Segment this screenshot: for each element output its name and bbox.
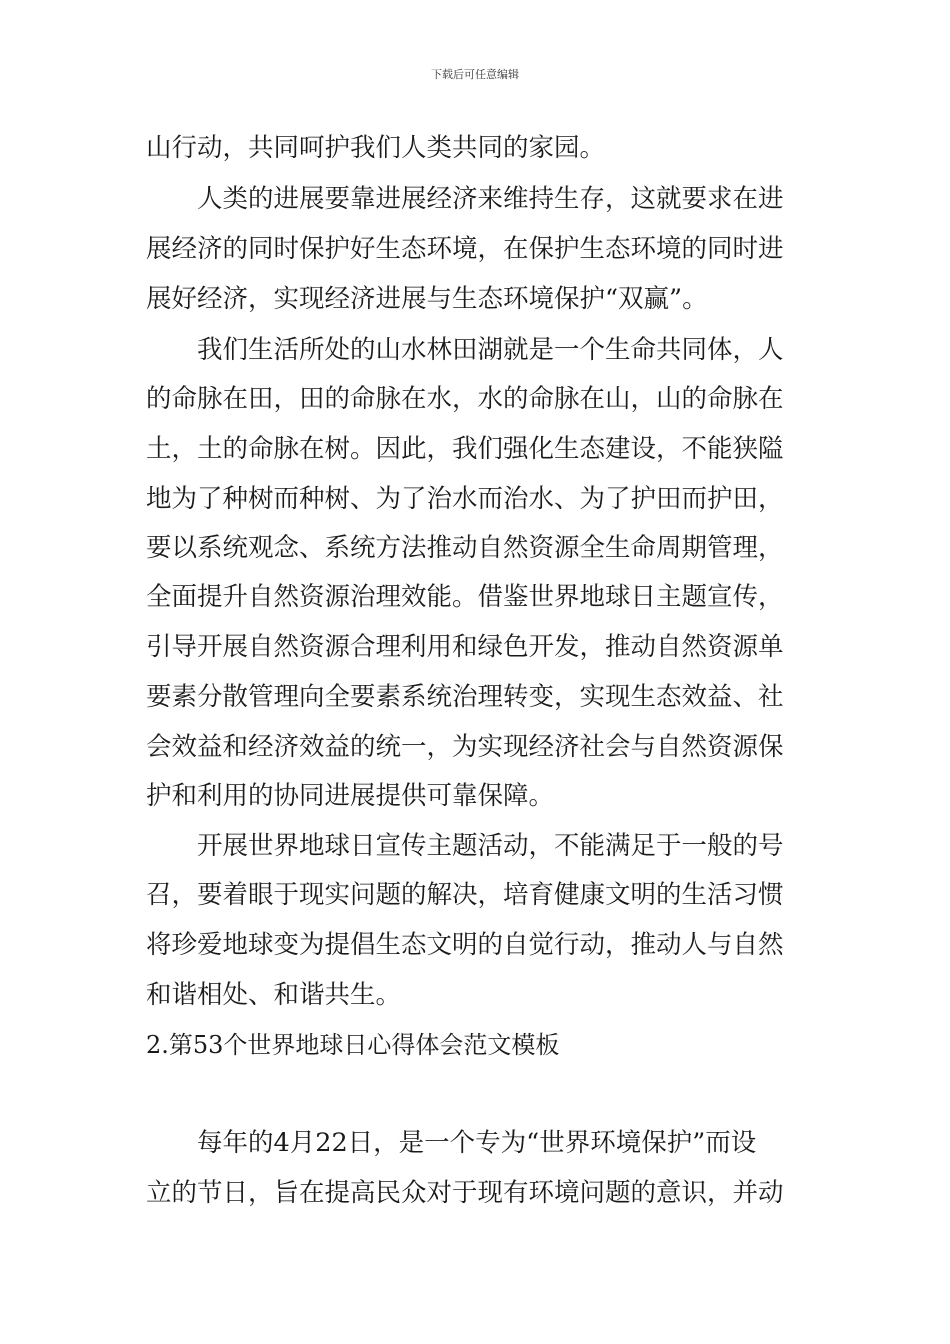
paragraph-line: 山行动，共同呵护我们人类共同的家园。 [146, 133, 606, 163]
paragraph-line: 将珍爱地球变为提倡生态文明的自觉行动，推动人与自然 [146, 930, 784, 960]
paragraph-line: 要以系统观念、系统方法推动自然资源全生命周期管理， [146, 533, 784, 563]
paragraph-line: 我们生活所处的山水林田湖就是一个生命共同体，人 [197, 335, 784, 365]
paragraph-line: 的命脉在田，田的命脉在水，水的命脉在山，山的命脉在 [146, 384, 784, 414]
paragraph-line: 土，土的命脉在树。因此，我们强化生态建设，不能狭隘 [146, 434, 784, 464]
paragraph-line: 护和利用的协同进展提供可靠保障。 [146, 781, 555, 811]
paragraph-line: 每年的4月22日，是一个专为“世界环境保护”而设 [197, 1128, 757, 1158]
paragraph-line: 引导开展自然资源合理利用和绿色开发，推动自然资源单 [146, 632, 784, 662]
paragraph-line: 要素分散管理向全要素系统治理转变，实现生态效益、社 [146, 682, 784, 712]
section-heading: 2.第53个世界地球日心得体会范文模板 [146, 1031, 560, 1059]
paragraph-line: 全面提升自然资源治理效能。借鉴世界地球日主题宣传， [146, 582, 784, 612]
paragraph-line: 立的节日，旨在提高民众对于现有环境问题的意识，并动 [146, 1178, 784, 1208]
paragraph-line: 会效益和经济效益的统一，为实现经济社会与自然资源保 [146, 732, 784, 762]
paragraph-line: 地为了种树而种树、为了治水而治水、为了护田而护田， [146, 484, 784, 514]
paragraph-line: 召，要着眼于现实问题的解决，培育健康文明的生活习惯 [146, 880, 784, 910]
paragraph-line: 展经济的同时保护好生态环境，在保护生态环境的同时进 [146, 234, 784, 264]
paragraph-line: 和谐相处、和谐共生。 [146, 980, 402, 1010]
page-header: 下载后可任意编辑 [431, 68, 519, 81]
paragraph-line: 展好经济，实现经济进展与生态环境保护“双赢”。 [146, 284, 708, 314]
paragraph-line: 开展世界地球日宣传主题活动，不能满足于一般的号 [197, 831, 784, 861]
paragraph-line: 人类的进展要靠进展经济来维持生存，这就要求在进 [197, 184, 784, 214]
